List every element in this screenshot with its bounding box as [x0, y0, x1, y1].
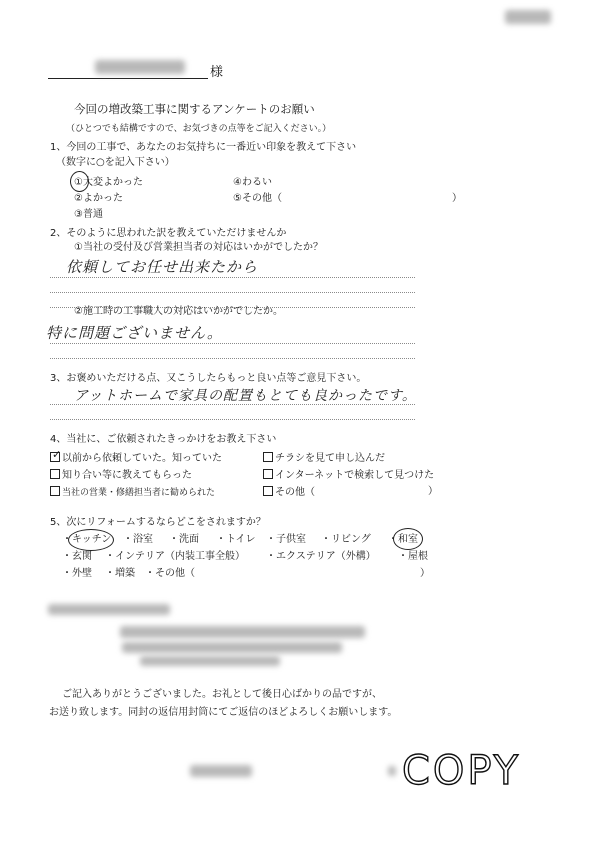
q5-item: ・子供室	[266, 534, 306, 545]
q1-option-5-close: ）	[452, 193, 462, 204]
checkbox[interactable]	[263, 486, 273, 496]
q5-circle-kitchen	[68, 529, 114, 551]
q1-instruction: （数字に○を記入下さい）	[56, 157, 175, 168]
q3-answer: アットホームで家具の配置もとても良かったです。	[74, 388, 417, 404]
q4-option-5-label: 当社の営業・修繕担当者に勧められた	[62, 488, 216, 498]
q5-item: ・屋根	[398, 551, 428, 562]
q5-item: ・和室	[388, 534, 418, 545]
survey-note: （ひとつでも結構ですので、お気づきの点等をご記入ください。）	[66, 124, 332, 134]
survey-title: 今回の増改築工事に関するアンケートのお願い	[74, 102, 315, 116]
q1-option-2: ②よかった	[74, 193, 123, 204]
q4-option-1	[50, 448, 222, 465]
q4-option-6-close: ）	[428, 486, 438, 497]
q4-option-1-label: 以前から依頼していた。知っていた	[62, 453, 222, 464]
checkbox[interactable]	[50, 486, 60, 496]
footer-line-2: お送り致します。同封の返信用封筒にてご返信のほどよろしくお願いします。	[49, 707, 398, 718]
q1-option-4: ④わるい	[233, 177, 272, 188]
redacted-text	[122, 642, 342, 653]
footer-line-1: ご記入ありがとうございました。お礼として後日心ばかりの品ですが、	[62, 689, 382, 700]
name-line	[48, 78, 208, 79]
q5-item: ・その他（	[145, 568, 195, 579]
q5-item: ・エクステリア（外構）	[266, 551, 376, 562]
redacted-name	[95, 60, 185, 74]
q1-option-1: ①大変よかった	[74, 177, 143, 188]
answer-line	[50, 277, 415, 278]
q5-item: ・リビング	[321, 534, 371, 545]
q4-option-3-label: 知り合い等に教えてもらった	[62, 470, 192, 481]
q1-option-5: ⑤その他（	[233, 193, 282, 204]
q1-selected-circle	[70, 171, 89, 192]
q5-item: ・トイレ	[216, 534, 256, 545]
copy-stamp: COPY	[402, 748, 522, 794]
checkbox[interactable]	[50, 469, 60, 479]
q5-item: ・増築	[105, 568, 135, 579]
answer-line	[50, 358, 415, 359]
checkbox[interactable]	[50, 448, 62, 462]
redacted-text	[140, 656, 280, 666]
q4-question: 4、当社に、ご依頼されたきっかけをお教え下さい	[50, 434, 277, 445]
q5-question: 5、次にリフォームするならどこをされますか？	[50, 517, 266, 528]
checkbox[interactable]	[263, 452, 273, 462]
redacted-signature	[190, 765, 252, 777]
q4-option-2	[263, 452, 385, 465]
answer-line	[50, 292, 415, 293]
redacted-header	[505, 10, 551, 24]
q4-option-3	[50, 469, 192, 482]
q2-sub-question-1: ①当社の受付及び営業担当者の対応はいかがでしたか？	[74, 242, 323, 253]
q2-question: 2、そのように思われた訳を教えていただけませんか	[50, 228, 287, 239]
checkbox[interactable]	[263, 469, 273, 479]
q1-question: 1、今回の工事で、あなたのお気持ちに一番近い印象を教えて下さい	[50, 142, 357, 153]
answer-line	[50, 343, 415, 344]
answer-line	[50, 404, 415, 405]
checkmark-icon: ✓	[52, 448, 62, 461]
q2-answer-1: 依頼してお任せ出来たから	[66, 258, 259, 276]
redacted-text	[48, 604, 170, 615]
answer-line	[50, 419, 415, 420]
redacted-text	[120, 626, 365, 638]
q5-item: ・浴室	[123, 534, 153, 545]
q4-option-2-label: チラシを見て申し込んだ	[275, 453, 385, 464]
q4-option-4	[263, 469, 434, 482]
q4-option-6-label: その他（	[275, 487, 315, 498]
q5-item: ・洗面	[169, 534, 199, 545]
q4-option-4-label: インターネットで検索して見つけた	[275, 470, 435, 481]
q4-option-5	[50, 486, 215, 499]
redacted-mark	[388, 766, 396, 776]
honorific: 様	[210, 65, 224, 80]
q5-item: ・外壁	[62, 568, 92, 579]
q5-item: ・玄関	[62, 551, 92, 562]
q5-item-close: ）	[420, 568, 430, 579]
q2-sub-question-2: ②施工時の工事職人の対応はいかがでしたか。	[74, 306, 283, 317]
q5-item: ・インテリア（内装工事全般）	[105, 551, 245, 562]
q4-option-6	[263, 486, 315, 499]
q1-option-3: ③普通	[74, 209, 103, 220]
q3-question: 3、お褒めいただける点、又こうしたらもっと良い点等ご意見下さい。	[50, 373, 367, 384]
q2-answer-2: 特に問題ございません。	[46, 324, 223, 342]
q5-item: ・キッチン	[62, 534, 112, 545]
q5-circle-washitsu	[393, 528, 423, 550]
